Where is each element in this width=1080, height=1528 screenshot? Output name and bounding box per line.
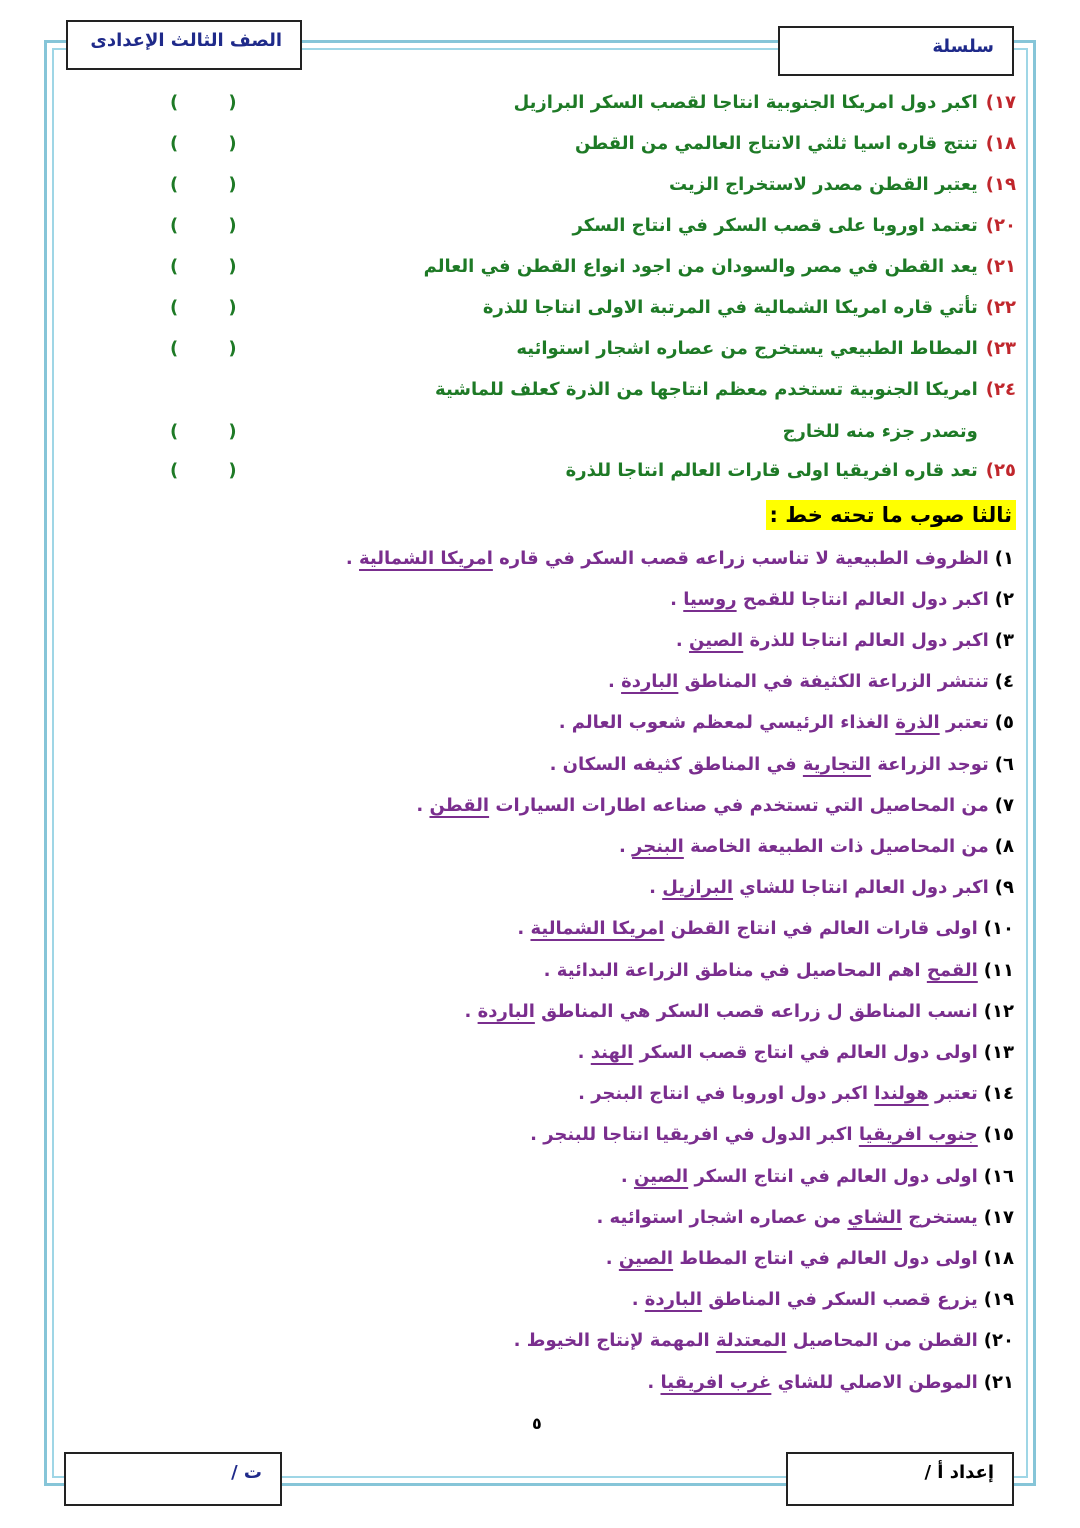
correct-item xyxy=(606,1238,1014,1278)
statement-continued: وتصدر جزء منه للخارج xyxy=(782,420,978,442)
series-label: سلسلة xyxy=(932,36,994,57)
sentence-end: الغذاء الرئيسي لمعظم شعوب العالم . xyxy=(558,712,896,734)
tf-item-17 xyxy=(150,82,1016,122)
sentence-start: اكبر دول العالم انتاجا للذرة xyxy=(743,629,989,651)
sentence-end: اكبر دول اوروبا في انتاج البنجر . xyxy=(578,1083,875,1105)
sentence-end: اكبر الدول في افريقيا انتاجا للبنجر . xyxy=(530,1124,859,1146)
correct-item xyxy=(632,1280,1014,1320)
item-number: ٢١) xyxy=(985,255,1016,277)
statement: تأتي قاره امريكا الشمالية في المرتبة الاولى انتاجا للذرة xyxy=(482,296,978,318)
correct-item xyxy=(346,538,1014,578)
underlined-word: الهند xyxy=(590,1041,634,1063)
correct-item xyxy=(649,868,1014,908)
correct-item xyxy=(530,1115,1014,1155)
teacher-label: ت / xyxy=(231,1462,262,1483)
item-number: ١٥) xyxy=(983,1124,1014,1146)
item-number: ٩) xyxy=(994,877,1014,899)
correct-item xyxy=(608,662,1014,702)
statement: امريكا الجنوبية تستخدم معظم انتاجها من الذرة كعلف للماشية xyxy=(435,378,978,400)
statement: يعد القطن في مصر والسودان من اجود انواع القطن في العالم xyxy=(423,255,978,277)
item-number: ١٦) xyxy=(983,1165,1014,1187)
item-number: ١٩) xyxy=(983,1289,1014,1311)
tf-item-18 xyxy=(150,123,1016,163)
underlined-word: روسيا xyxy=(683,588,737,610)
sentence-start: تعتبر xyxy=(939,712,989,734)
answer-parentheses[interactable]: ( ) xyxy=(170,459,237,481)
correct-item xyxy=(416,785,1014,825)
item-number: ٣) xyxy=(994,629,1014,651)
tf-item-24-cont xyxy=(150,411,1016,451)
item-number: ٢٥) xyxy=(985,459,1016,481)
item-number: ٥) xyxy=(994,712,1014,734)
statement: اكبر دول امريكا الجنوبية انتاجا لقصب السكر البرازيل xyxy=(513,91,978,113)
answer-parentheses[interactable]: ( ) xyxy=(170,337,237,359)
correct-item xyxy=(621,1156,1014,1196)
underlined-word: امريكا الشمالية xyxy=(530,918,665,940)
sentence-end: . xyxy=(517,918,531,940)
underlined-word: القطن xyxy=(429,794,490,816)
sentence-end: من عصاره اشجار استوائيه . xyxy=(596,1206,848,1228)
sentence-start: من المحاصيل التي تستخدم في صناعه اطارات السيارات xyxy=(489,794,989,816)
underlined-word: هولندا xyxy=(874,1083,929,1105)
tf-item-20 xyxy=(150,205,1016,245)
sentence-end: . xyxy=(649,877,663,899)
underlined-word: الصين xyxy=(689,629,744,651)
page-number: ٥ xyxy=(532,1414,542,1433)
correct-item xyxy=(514,1321,1014,1361)
sentence-start: الظروف الطبيعية لا تناسب زراعه قصب السكر في قاره xyxy=(492,547,989,569)
correct-item xyxy=(517,909,1014,949)
underlined-word: امريكا الشمالية xyxy=(359,547,493,569)
tf-item-25 xyxy=(150,450,1016,490)
statement: تعد قاره افريقيا اولى قارات العالم انتاجا للذرة xyxy=(565,459,978,481)
correct-item xyxy=(544,950,1014,990)
correct-item xyxy=(619,826,1014,866)
underlined-word: جنوب افريقيا xyxy=(858,1124,978,1146)
tf-item-22 xyxy=(150,287,1016,327)
underlined-word: التجارية xyxy=(802,753,871,775)
item-number: ١٨) xyxy=(983,1247,1014,1269)
sentence-start: انسب المناطق ل زراعه قصب السكر هي المناطق xyxy=(534,1000,978,1022)
underlined-word: البرازيل xyxy=(662,877,734,899)
item-number: ١٣) xyxy=(983,1041,1014,1063)
answer-parentheses[interactable]: ( ) xyxy=(170,91,237,113)
prepared-label: إعداد أ / xyxy=(924,1462,994,1483)
sentence-end: . xyxy=(416,794,430,816)
sentence-end: . xyxy=(675,629,689,651)
teacher-box xyxy=(64,1452,282,1506)
underlined-word: غرب افريقيا xyxy=(660,1371,772,1393)
statement: يعتبر القطن مصدر لاستخراج الزيت xyxy=(668,173,978,195)
item-number: ٤) xyxy=(994,671,1014,693)
item-number: ١٤) xyxy=(983,1083,1014,1105)
correct-item xyxy=(559,703,1014,743)
sentence-end: . xyxy=(647,1371,661,1393)
series-box xyxy=(778,26,1014,76)
sentence-start: اولى دول العالم في انتاج المطاط xyxy=(673,1247,978,1269)
item-number: ٢١) xyxy=(983,1371,1014,1393)
tf-item-23 xyxy=(150,328,1016,368)
item-number: ١٧) xyxy=(983,1206,1014,1228)
statement: المطاط الطبيعي يستخرج من عصاره اشجار استوائيه xyxy=(516,337,978,359)
grade-label: الصف الثالث الإعدادى xyxy=(90,30,282,51)
sentence-start: اولى دول العالم في انتاج قصب السكر xyxy=(633,1041,978,1063)
sentence-end: . xyxy=(670,588,684,610)
sentence-start: اولى دول العالم في انتاج السكر xyxy=(688,1165,978,1187)
sentence-end: . xyxy=(605,1247,619,1269)
correct-item xyxy=(670,579,1014,619)
sentence-start: اكبر دول العالم انتاجا للشاي xyxy=(733,877,989,899)
section-heading: ثالثا صوب ما تحته خط : xyxy=(766,500,1016,530)
sentence-end: المهمة لإنتاج الخيوط . xyxy=(513,1330,716,1352)
item-number: ٢) xyxy=(994,588,1014,610)
correct-item xyxy=(676,620,1014,660)
underlined-word: الصين xyxy=(618,1247,674,1269)
tf-item-19 xyxy=(150,164,1016,204)
sentence-start: اولى قارات العالم في انتاج القطن xyxy=(664,918,978,940)
correct-item xyxy=(578,1032,1014,1072)
tf-item-24 xyxy=(150,369,1016,409)
item-number: ٧) xyxy=(994,794,1014,816)
answer-parentheses[interactable]: ( ) xyxy=(170,214,237,236)
item-number: ١٨) xyxy=(985,132,1016,154)
sentence-start: الموطن الاصلي للشاي xyxy=(771,1371,978,1393)
sentence-end: اهم المحاصيل في مناطق الزراعة البدائية . xyxy=(543,959,927,981)
underlined-word: الشاي xyxy=(847,1206,902,1228)
correct-item xyxy=(465,991,1015,1031)
sentence-end: في المناطق كثيفه السكان . xyxy=(549,753,803,775)
item-number: ٢٠) xyxy=(985,214,1016,236)
sentence-start: من المحاصيل ذات الطبيعة الخاصة xyxy=(683,835,989,857)
underlined-word: الباردة xyxy=(477,1000,535,1022)
sentence-end: . xyxy=(631,1289,645,1311)
sentence-start: يزرع قصب السكر في المناطق xyxy=(702,1289,978,1311)
sentence-start: يستخرج xyxy=(901,1206,978,1228)
sentence-start: تعتبر xyxy=(928,1083,978,1105)
underlined-word: القمح xyxy=(926,959,978,981)
sentence-start: تنتشر الزراعة الكثيفة في المناطق xyxy=(678,671,989,693)
correct-item xyxy=(550,744,1014,784)
item-number: ٦) xyxy=(994,753,1014,775)
prepared-box xyxy=(786,1452,1014,1506)
item-number: ٢٠) xyxy=(983,1330,1014,1352)
answer-parentheses[interactable]: ( ) xyxy=(170,255,237,277)
answer-parentheses[interactable]: ( ) xyxy=(170,420,237,442)
answer-parentheses[interactable]: ( ) xyxy=(170,296,237,318)
tf-item-21 xyxy=(150,246,1016,286)
correct-item xyxy=(647,1362,1014,1402)
answer-parentheses[interactable]: ( ) xyxy=(170,132,237,154)
item-number: ٢٣) xyxy=(985,337,1016,359)
item-number: ١) xyxy=(994,547,1014,569)
statement: تنتج قاره اسيا ثلثي الانتاج العالمي من القطن xyxy=(575,132,978,154)
sentence-end: . xyxy=(577,1041,591,1063)
sentence-end: . xyxy=(618,835,633,857)
sentence-start: توجد الزراعة xyxy=(870,753,989,775)
sentence-end: . xyxy=(464,1000,478,1022)
underlined-word: الصين xyxy=(633,1165,689,1187)
sentence-start: القطن من المحاصيل xyxy=(786,1330,978,1352)
sentence-end: . xyxy=(607,671,622,693)
answer-parentheses[interactable]: ( ) xyxy=(170,173,237,195)
item-number: ١٧) xyxy=(985,91,1016,113)
item-number: ١٩) xyxy=(985,173,1016,195)
item-number: ١١) xyxy=(983,959,1014,981)
item-number: ٢٤) xyxy=(985,378,1016,400)
statement: تعتمد اوروبا على قصب السكر في انتاج السكر xyxy=(572,214,978,236)
underlined-word: الذرة xyxy=(895,712,940,734)
item-number: ٢٢) xyxy=(985,296,1016,318)
sentence-end: . xyxy=(620,1165,634,1187)
item-number: ١٢) xyxy=(983,1000,1014,1022)
underlined-word: الباردة xyxy=(621,671,679,693)
sentence-start: اكبر دول العالم انتاجا للقمح xyxy=(736,588,989,610)
sentence-end: . xyxy=(345,547,360,569)
correct-item xyxy=(596,1197,1014,1237)
underlined-word: البنجر xyxy=(632,835,684,857)
grade-box xyxy=(66,20,302,70)
correct-item xyxy=(578,1074,1014,1114)
item-number: ٨) xyxy=(994,835,1014,857)
underlined-word: الباردة xyxy=(644,1289,703,1311)
item-number: ١٠) xyxy=(983,918,1014,940)
underlined-word: المعتدلة xyxy=(715,1330,787,1352)
